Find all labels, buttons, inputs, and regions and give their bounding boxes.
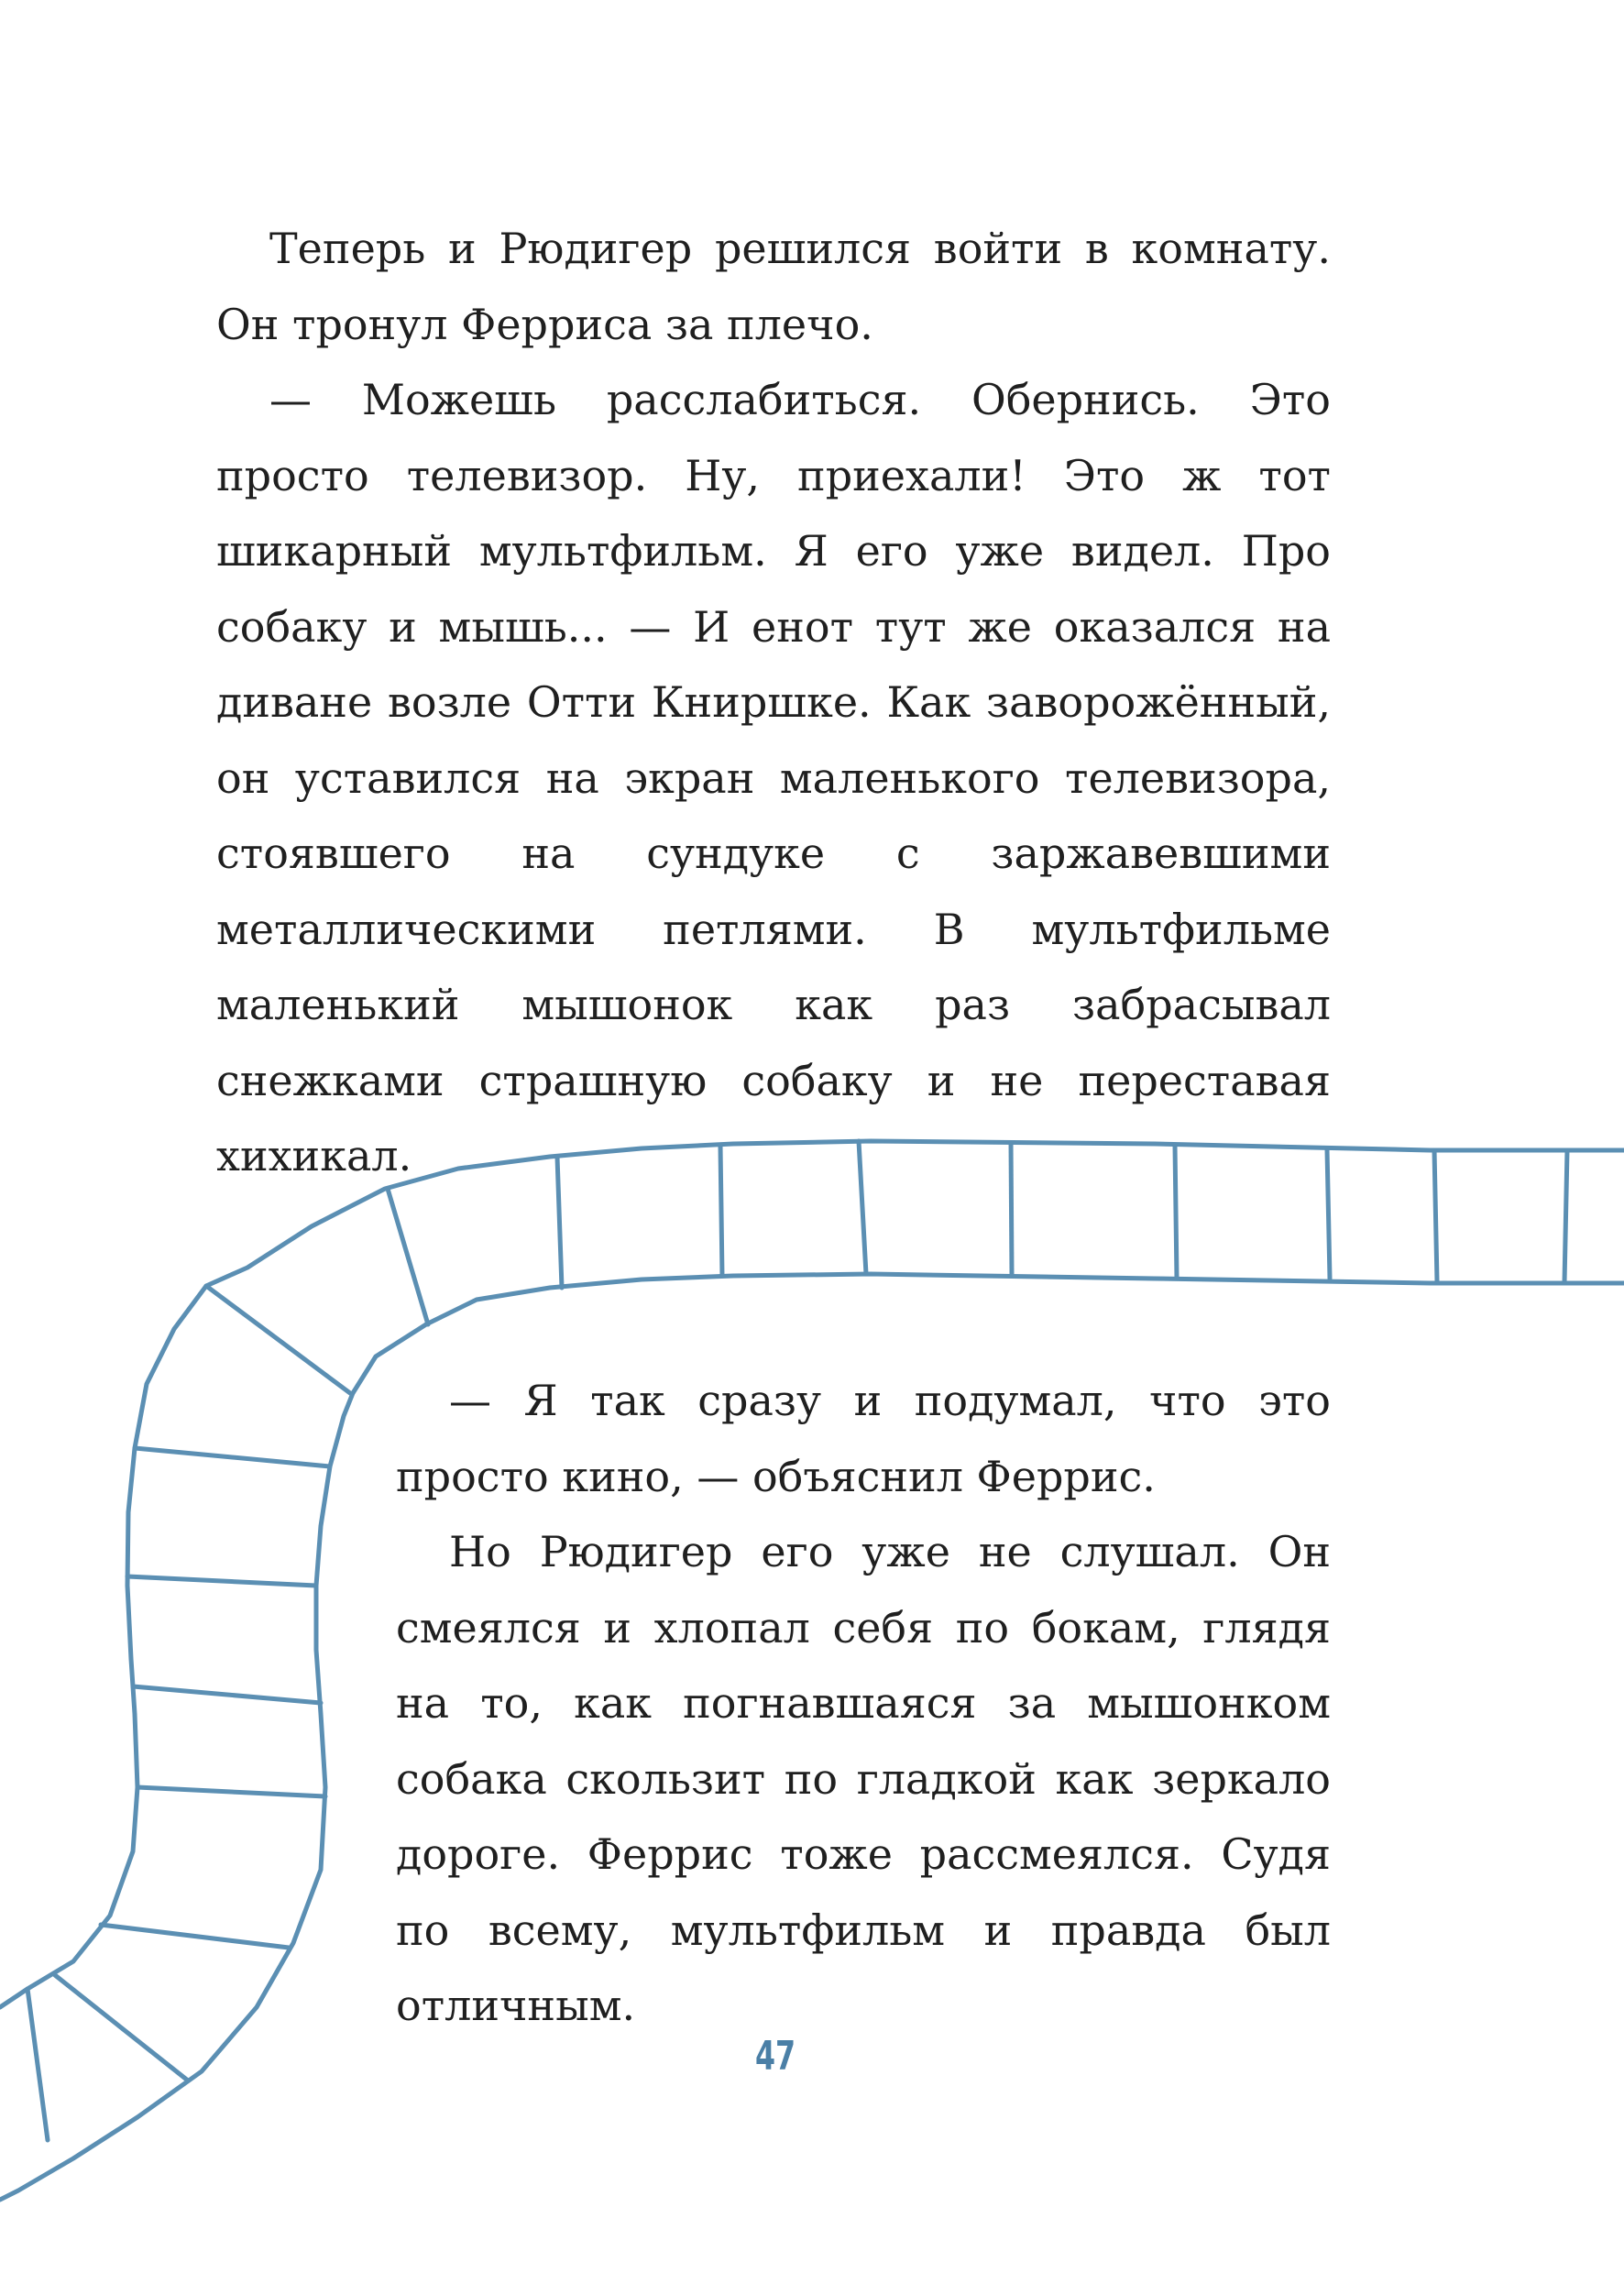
page-number: 47	[754, 2033, 796, 2080]
text-block-bottom	[396, 1363, 1331, 2044]
paragraph: — Можешь расслабиться. Обернись. Это просто телевизор. Ну, приехали! Это ж тот шикарный мультфильм. Я его уже видел. Про собаку и мышь... — И енот тут же оказался на диване возле Отти Книршке. Как заворожённый, он уставился на экран маленького телевизора, стоявшего на сундуке с заржавевшими металлическими петлями. В мультфильме маленький мышонок как раз забрасывал снежками страшную собаку и не переставая хихикал.	[216, 375, 1331, 1180]
paragraph: Но Рюдигер его уже не слушал. Он смеялся и хлопал себя по бокам, глядя на то, как погнавшаяся за мышонком собака скользит по гладкой как зеркало дороге. Феррис тоже рассмеялся. Судя по всему, мультфильм и правда был отличным.	[396, 1527, 1331, 2030]
paragraph: — Я так сразу и подумал, что это просто кино, — объяснил Феррис.	[396, 1376, 1331, 1501]
paragraph: Теперь и Рюдигер решился войти в комнату. Он тронул Ферриса за плечо.	[216, 224, 1331, 349]
text-block-top	[216, 211, 1331, 1194]
